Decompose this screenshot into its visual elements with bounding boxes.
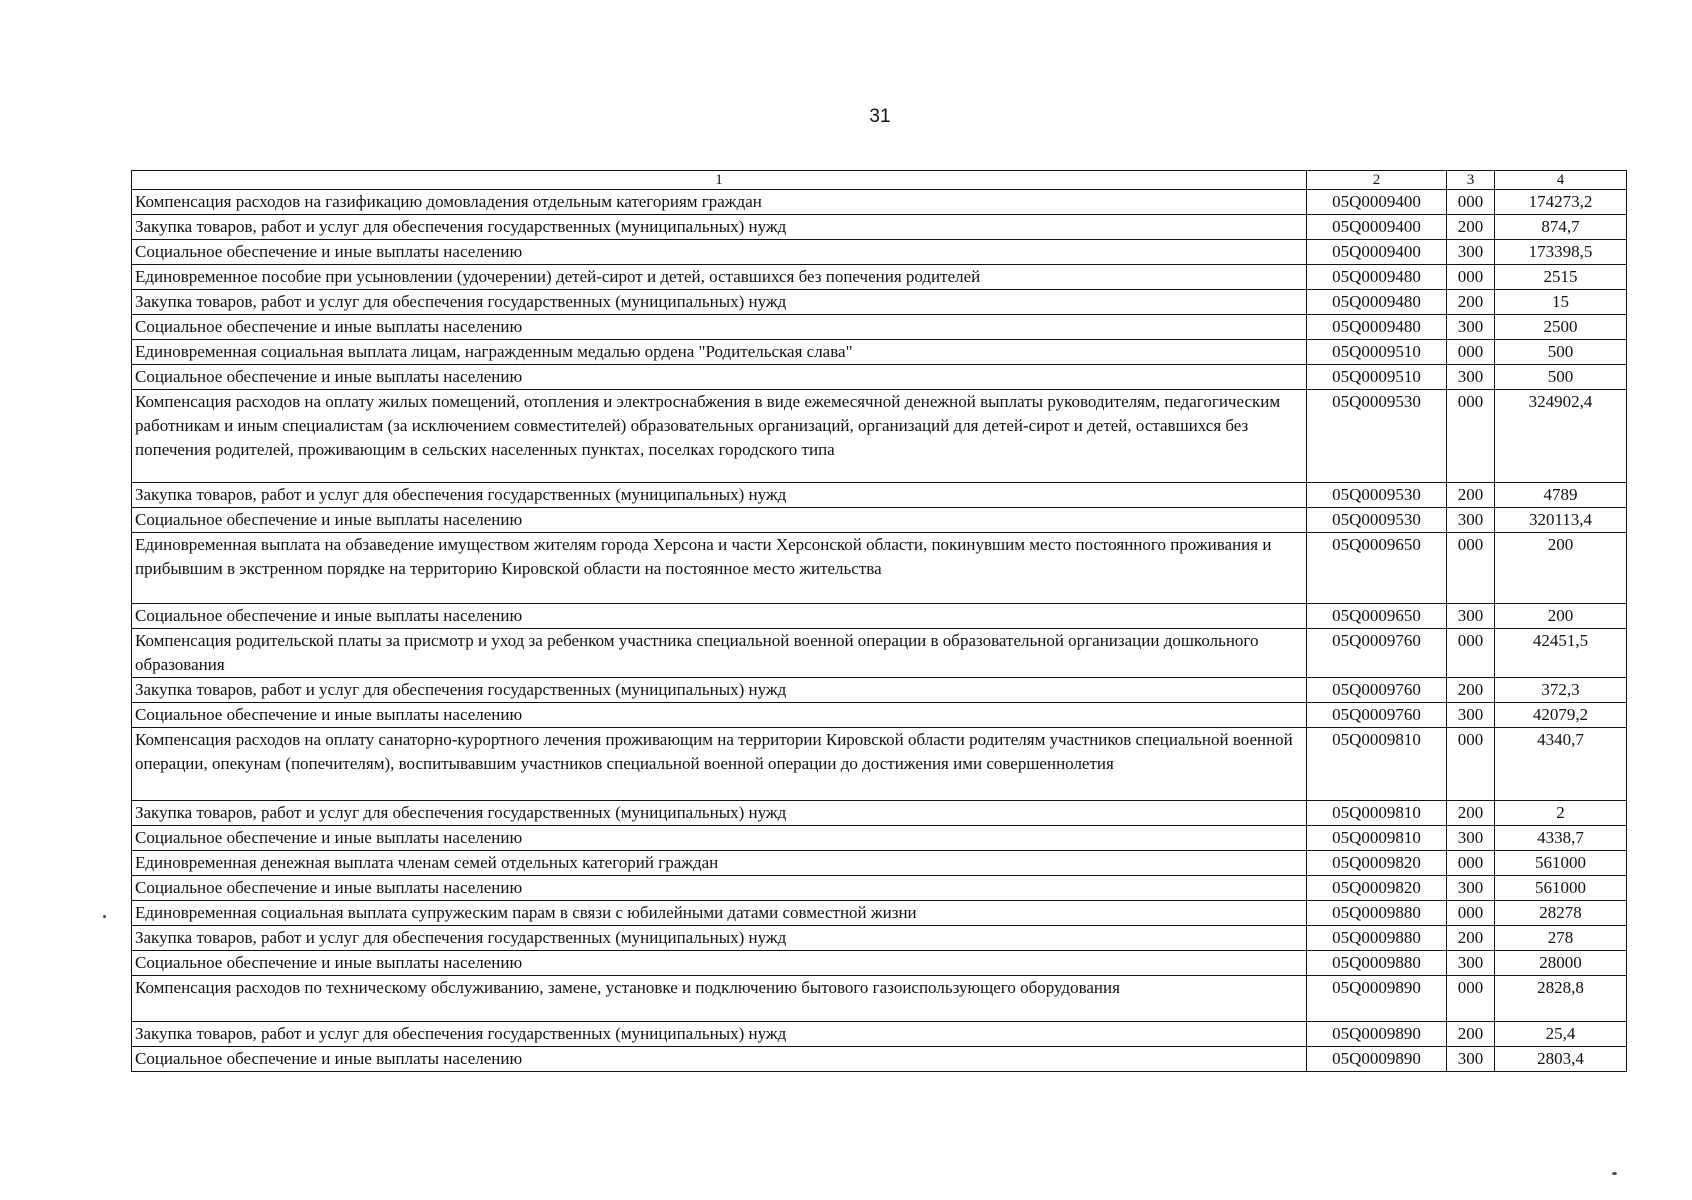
table-row [132,801,1627,826]
scan-speck [103,915,106,918]
row-amount: 200 [1495,604,1627,629]
table-row [132,901,1627,926]
row-target-code: 05Q0009760 [1307,703,1447,728]
row-amount: 2515 [1495,265,1627,290]
row-target-code: 05Q0009820 [1307,851,1447,876]
row-target-code: 05Q0009510 [1307,365,1447,390]
row-target-code: 05Q0009890 [1307,976,1447,1022]
row-expense-type: 200 [1447,483,1495,508]
row-amount: 561000 [1495,851,1627,876]
row-target-code: 05Q0009400 [1307,190,1447,215]
row-amount: 15 [1495,290,1627,315]
row-description: Социальное обеспечение и иные выплаты населению [132,315,1307,340]
table-row [132,315,1627,340]
row-target-code: 05Q0009530 [1307,483,1447,508]
row-description: Социальное обеспечение и иные выплаты населению [132,951,1307,976]
row-amount: 2500 [1495,315,1627,340]
row-target-code: 05Q0009760 [1307,629,1447,678]
row-description: Закупка товаров, работ и услуг для обеспечения государственных (муниципальных) нужд [132,678,1307,703]
row-amount: 278 [1495,926,1627,951]
row-target-code: 05Q0009530 [1307,390,1447,483]
row-description: Закупка товаров, работ и услуг для обеспечения государственных (муниципальных) нужд [132,801,1307,826]
header-col-1: 1 [132,171,1307,190]
table-row [132,851,1627,876]
table-row [132,365,1627,390]
table-row [132,190,1627,215]
row-target-code: 05Q0009880 [1307,901,1447,926]
table-row [132,533,1627,604]
row-target-code: 05Q0009510 [1307,340,1447,365]
table-row [132,678,1627,703]
row-amount: 561000 [1495,876,1627,901]
row-description: Социальное обеспечение и иные выплаты населению [132,508,1307,533]
row-description: Единовременная социальная выплата супружеским парам в связи с юбилейными датами совместной жизни [132,901,1307,926]
row-description: Единовременная выплата на обзаведение имуществом жителям города Херсона и части Херсонской области, покинувшим место постоянного проживания и прибывшим в экстренном порядке на территорию Кировской области на постоянное место жительства [132,533,1307,604]
table-row [132,876,1627,901]
row-target-code: 05Q0009890 [1307,1022,1447,1047]
row-description: Компенсация расходов на оплату жилых помещений, отопления и электроснабжения в виде ежемесячной денежной выплаты руководителям, педагогическим работникам и иным специалистам (за исключением совместителей) образовательных организаций, организаций для детей-сирот и детей, оставшихся без попечения родителей, проживающим в сельских населенных пунктах, поселках городского типа [132,390,1307,483]
row-amount: 500 [1495,365,1627,390]
scan-speck [1612,1172,1617,1175]
row-expense-type: 000 [1447,851,1495,876]
row-description: Закупка товаров, работ и услуг для обеспечения государственных (муниципальных) нужд [132,483,1307,508]
row-description: Социальное обеспечение и иные выплаты населению [132,240,1307,265]
row-description: Компенсация расходов на газификацию домовладения отдельным категориям граждан [132,190,1307,215]
row-description: Компенсация расходов по техническому обслуживанию, замене, установке и подключению бытового газоиспользующего оборудования [132,976,1307,1022]
budget-table [131,170,1627,1072]
table-row [132,826,1627,851]
table-row [132,483,1627,508]
row-amount: 28000 [1495,951,1627,976]
row-target-code: 05Q0009890 [1307,1047,1447,1072]
table-row [132,1022,1627,1047]
table-row [132,290,1627,315]
table-row [132,629,1627,678]
row-description: Компенсация родительской платы за присмотр и уход за ребенком участника специальной военной операции в образовательной организации дошкольного образования [132,629,1307,678]
header-col-4: 4 [1495,171,1627,190]
row-amount: 320113,4 [1495,508,1627,533]
row-target-code: 05Q0009400 [1307,240,1447,265]
row-expense-type: 000 [1447,629,1495,678]
row-target-code: 05Q0009650 [1307,533,1447,604]
table-row [132,976,1627,1022]
table-row [132,926,1627,951]
table-row [132,728,1627,801]
table-row [132,340,1627,365]
row-target-code: 05Q0009810 [1307,801,1447,826]
row-description: Единовременная денежная выплата членам семей отдельных категорий граждан [132,851,1307,876]
row-expense-type: 300 [1447,508,1495,533]
row-description: Социальное обеспечение и иные выплаты населению [132,703,1307,728]
row-expense-type: 300 [1447,826,1495,851]
row-amount: 874,7 [1495,215,1627,240]
table-row [132,390,1627,483]
row-target-code: 05Q0009810 [1307,728,1447,801]
row-amount: 173398,5 [1495,240,1627,265]
row-amount: 2 [1495,801,1627,826]
row-amount: 372,3 [1495,678,1627,703]
row-expense-type: 000 [1447,340,1495,365]
row-expense-type: 300 [1447,365,1495,390]
row-target-code: 05Q0009480 [1307,315,1447,340]
row-expense-type: 000 [1447,390,1495,483]
row-expense-type: 300 [1447,876,1495,901]
table-row [132,215,1627,240]
table-row [132,604,1627,629]
row-expense-type: 000 [1447,901,1495,926]
row-expense-type: 300 [1447,315,1495,340]
row-description: Закупка товаров, работ и услуг для обеспечения государственных (муниципальных) нужд [132,215,1307,240]
row-target-code: 05Q0009650 [1307,604,1447,629]
table-row [132,951,1627,976]
row-expense-type: 000 [1447,533,1495,604]
header-col-2: 2 [1307,171,1447,190]
row-amount: 2828,8 [1495,976,1627,1022]
row-amount: 4789 [1495,483,1627,508]
table-row [132,240,1627,265]
row-amount: 42451,5 [1495,629,1627,678]
row-expense-type: 300 [1447,604,1495,629]
row-description: Единовременное пособие при усыновлении (удочерении) детей-сирот и детей, оставшихся без попечения родителей [132,265,1307,290]
table-row [132,508,1627,533]
row-expense-type: 000 [1447,190,1495,215]
row-expense-type: 000 [1447,265,1495,290]
table-row [132,265,1627,290]
row-amount: 2803,4 [1495,1047,1627,1072]
row-expense-type: 200 [1447,926,1495,951]
row-expense-type: 300 [1447,1047,1495,1072]
row-expense-type: 200 [1447,678,1495,703]
row-target-code: 05Q0009880 [1307,926,1447,951]
row-expense-type: 200 [1447,215,1495,240]
table-row [132,1047,1627,1072]
row-description: Социальное обеспечение и иные выплаты населению [132,876,1307,901]
row-target-code: 05Q0009880 [1307,951,1447,976]
row-amount: 500 [1495,340,1627,365]
row-description: Социальное обеспечение и иные выплаты населению [132,365,1307,390]
row-amount: 200 [1495,533,1627,604]
row-target-code: 05Q0009760 [1307,678,1447,703]
row-description: Закупка товаров, работ и услуг для обеспечения государственных (муниципальных) нужд [132,1022,1307,1047]
row-expense-type: 300 [1447,951,1495,976]
row-target-code: 05Q0009820 [1307,876,1447,901]
row-description: Единовременная социальная выплата лицам, награжденным медалью ордена "Родительская слава" [132,340,1307,365]
row-amount: 174273,2 [1495,190,1627,215]
row-amount: 25,4 [1495,1022,1627,1047]
row-target-code: 05Q0009810 [1307,826,1447,851]
row-expense-type: 300 [1447,703,1495,728]
row-amount: 4338,7 [1495,826,1627,851]
row-target-code: 05Q0009480 [1307,265,1447,290]
row-amount: 42079,2 [1495,703,1627,728]
row-expense-type: 300 [1447,240,1495,265]
row-amount: 324902,4 [1495,390,1627,483]
header-col-3: 3 [1447,171,1495,190]
row-description: Закупка товаров, работ и услуг для обеспечения государственных (муниципальных) нужд [132,926,1307,951]
row-description: Закупка товаров, работ и услуг для обеспечения государственных (муниципальных) нужд [132,290,1307,315]
row-target-code: 05Q0009480 [1307,290,1447,315]
row-amount: 28278 [1495,901,1627,926]
row-description: Социальное обеспечение и иные выплаты населению [132,1047,1307,1072]
row-expense-type: 200 [1447,1022,1495,1047]
row-expense-type: 200 [1447,290,1495,315]
row-expense-type: 200 [1447,801,1495,826]
row-expense-type: 000 [1447,728,1495,801]
row-description: Социальное обеспечение и иные выплаты населению [132,826,1307,851]
table-body [132,190,1627,1072]
row-description: Компенсация расходов на оплату санаторно-курортного лечения проживающим на территории Кировской области родителям участников специальной военной операции, опекунам (попечителям), воспитывавшим участников специальной военной операции до достижения ими совершеннолетия [132,728,1307,801]
row-amount: 4340,7 [1495,728,1627,801]
row-description: Социальное обеспечение и иные выплаты населению [132,604,1307,629]
table-header-row [132,171,1627,190]
table-row [132,703,1627,728]
row-target-code: 05Q0009530 [1307,508,1447,533]
row-expense-type: 000 [1447,976,1495,1022]
page-number: 31 [869,106,891,127]
row-target-code: 05Q0009400 [1307,215,1447,240]
